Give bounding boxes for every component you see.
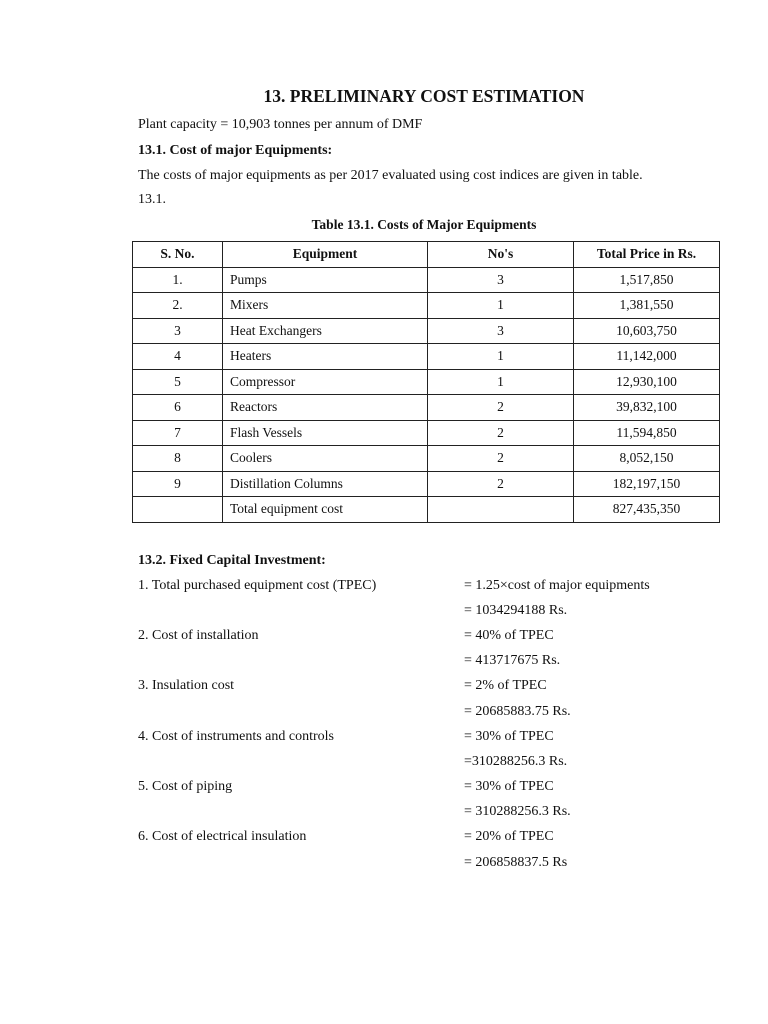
cell-total-price: 827,435,350 <box>574 497 720 523</box>
cell-price: 39,832,100 <box>574 395 720 421</box>
table-row <box>133 267 720 293</box>
fci-item-formula: = 2% of TPEC <box>464 678 547 693</box>
fci-item-formula: = 30% of TPEC <box>464 729 554 744</box>
fci-item-result: = 1034294188 Rs. <box>464 603 568 618</box>
table-row <box>133 395 720 421</box>
cell-nos: 2 <box>428 420 574 446</box>
cell-nos: 1 <box>428 369 574 395</box>
cell-equipment: Mixers <box>223 293 428 319</box>
cell-nos: 1 <box>428 293 574 319</box>
section-paragraph-line-2: 13.1. <box>138 192 166 207</box>
cell-sno: 4 <box>133 344 223 370</box>
header-equipment: Equipment <box>223 242 428 268</box>
fci-item-label: 2. Cost of installation <box>138 628 259 643</box>
fci-item-label: 1. Total purchased equipment cost (TPEC) <box>138 578 377 593</box>
fci-item-formula: = 40% of TPEC <box>464 628 554 643</box>
header-total-price: Total Price in Rs. <box>574 242 720 268</box>
fci-item-label: 4. Cost of instruments and controls <box>138 729 334 744</box>
cell-nos <box>428 497 574 523</box>
cell-nos: 2 <box>428 446 574 472</box>
cell-price: 1,381,550 <box>574 293 720 319</box>
cell-price: 11,594,850 <box>574 420 720 446</box>
fci-item-label: 5. Cost of piping <box>138 779 233 794</box>
table-row <box>133 293 720 319</box>
cell-sno: 1. <box>133 267 223 293</box>
fci-item-label: 3. Insulation cost <box>138 678 235 693</box>
fci-item-result: = 20685883.75 Rs. <box>464 704 571 719</box>
fci-item-result: = 310288256.3 Rs. <box>464 804 571 819</box>
cell-price: 8,052,150 <box>574 446 720 472</box>
cell-total-label: Total equipment cost <box>223 497 428 523</box>
cell-sno: 3 <box>133 318 223 344</box>
cell-nos: 2 <box>428 471 574 497</box>
table-row <box>133 344 720 370</box>
cell-sno: 7 <box>133 420 223 446</box>
equipment-cost-table <box>132 241 720 523</box>
cell-nos: 3 <box>428 267 574 293</box>
table-row <box>133 446 720 472</box>
table-row <box>133 318 720 344</box>
cell-equipment: Distillation Columns <box>223 471 428 497</box>
cell-sno: 8 <box>133 446 223 472</box>
section-heading-equipments: 13.1. Cost of major Equipments: <box>138 143 333 158</box>
cell-equipment: Heat Exchangers <box>223 318 428 344</box>
cell-equipment: Reactors <box>223 395 428 421</box>
table-row <box>133 471 720 497</box>
fci-item-label: 6. Cost of electrical insulation <box>138 829 307 844</box>
table-total-row <box>133 497 720 523</box>
cell-nos: 1 <box>428 344 574 370</box>
table-header-row <box>133 242 720 268</box>
page-title: 13. PRELIMINARY COST ESTIMATION <box>263 86 585 106</box>
cell-equipment: Pumps <box>223 267 428 293</box>
header-nos: No's <box>428 242 574 268</box>
cell-equipment: Coolers <box>223 446 428 472</box>
table-row <box>133 369 720 395</box>
cell-sno: 9 <box>133 471 223 497</box>
cell-equipment: Heaters <box>223 344 428 370</box>
fci-item-result: =310288256.3 Rs. <box>464 754 568 769</box>
cell-sno: 2. <box>133 293 223 319</box>
cell-sno: 5 <box>133 369 223 395</box>
cell-sno <box>133 497 223 523</box>
section-heading-fixed-capital: 13.2. Fixed Capital Investment: <box>138 553 326 568</box>
plant-capacity-text: Plant capacity = 10,903 tonnes per annum of DMF <box>138 117 423 132</box>
header-sno: S. No. <box>133 242 223 268</box>
table-caption: Table 13.1. Costs of Major Equipments <box>311 217 537 232</box>
fci-item-formula: = 1.25×cost of major equipments <box>464 578 650 593</box>
table-row <box>133 420 720 446</box>
cell-nos: 3 <box>428 318 574 344</box>
cell-sno: 6 <box>133 395 223 421</box>
fci-item-formula: = 30% of TPEC <box>464 779 554 794</box>
fci-item-result: = 206858837.5 Rs <box>464 855 568 870</box>
cell-price: 11,142,000 <box>574 344 720 370</box>
fci-item-formula: = 20% of TPEC <box>464 829 554 844</box>
cell-equipment: Compressor <box>223 369 428 395</box>
cell-nos: 2 <box>428 395 574 421</box>
section-paragraph-line-1: The costs of major equipments as per 2017 evaluated using cost indices are given in table. <box>138 168 643 183</box>
cell-price: 12,930,100 <box>574 369 720 395</box>
fci-item-result: = 413717675 Rs. <box>464 653 561 668</box>
cell-price: 1,517,850 <box>574 267 720 293</box>
cell-price: 182,197,150 <box>574 471 720 497</box>
cell-equipment: Flash Vessels <box>223 420 428 446</box>
cell-price: 10,603,750 <box>574 318 720 344</box>
